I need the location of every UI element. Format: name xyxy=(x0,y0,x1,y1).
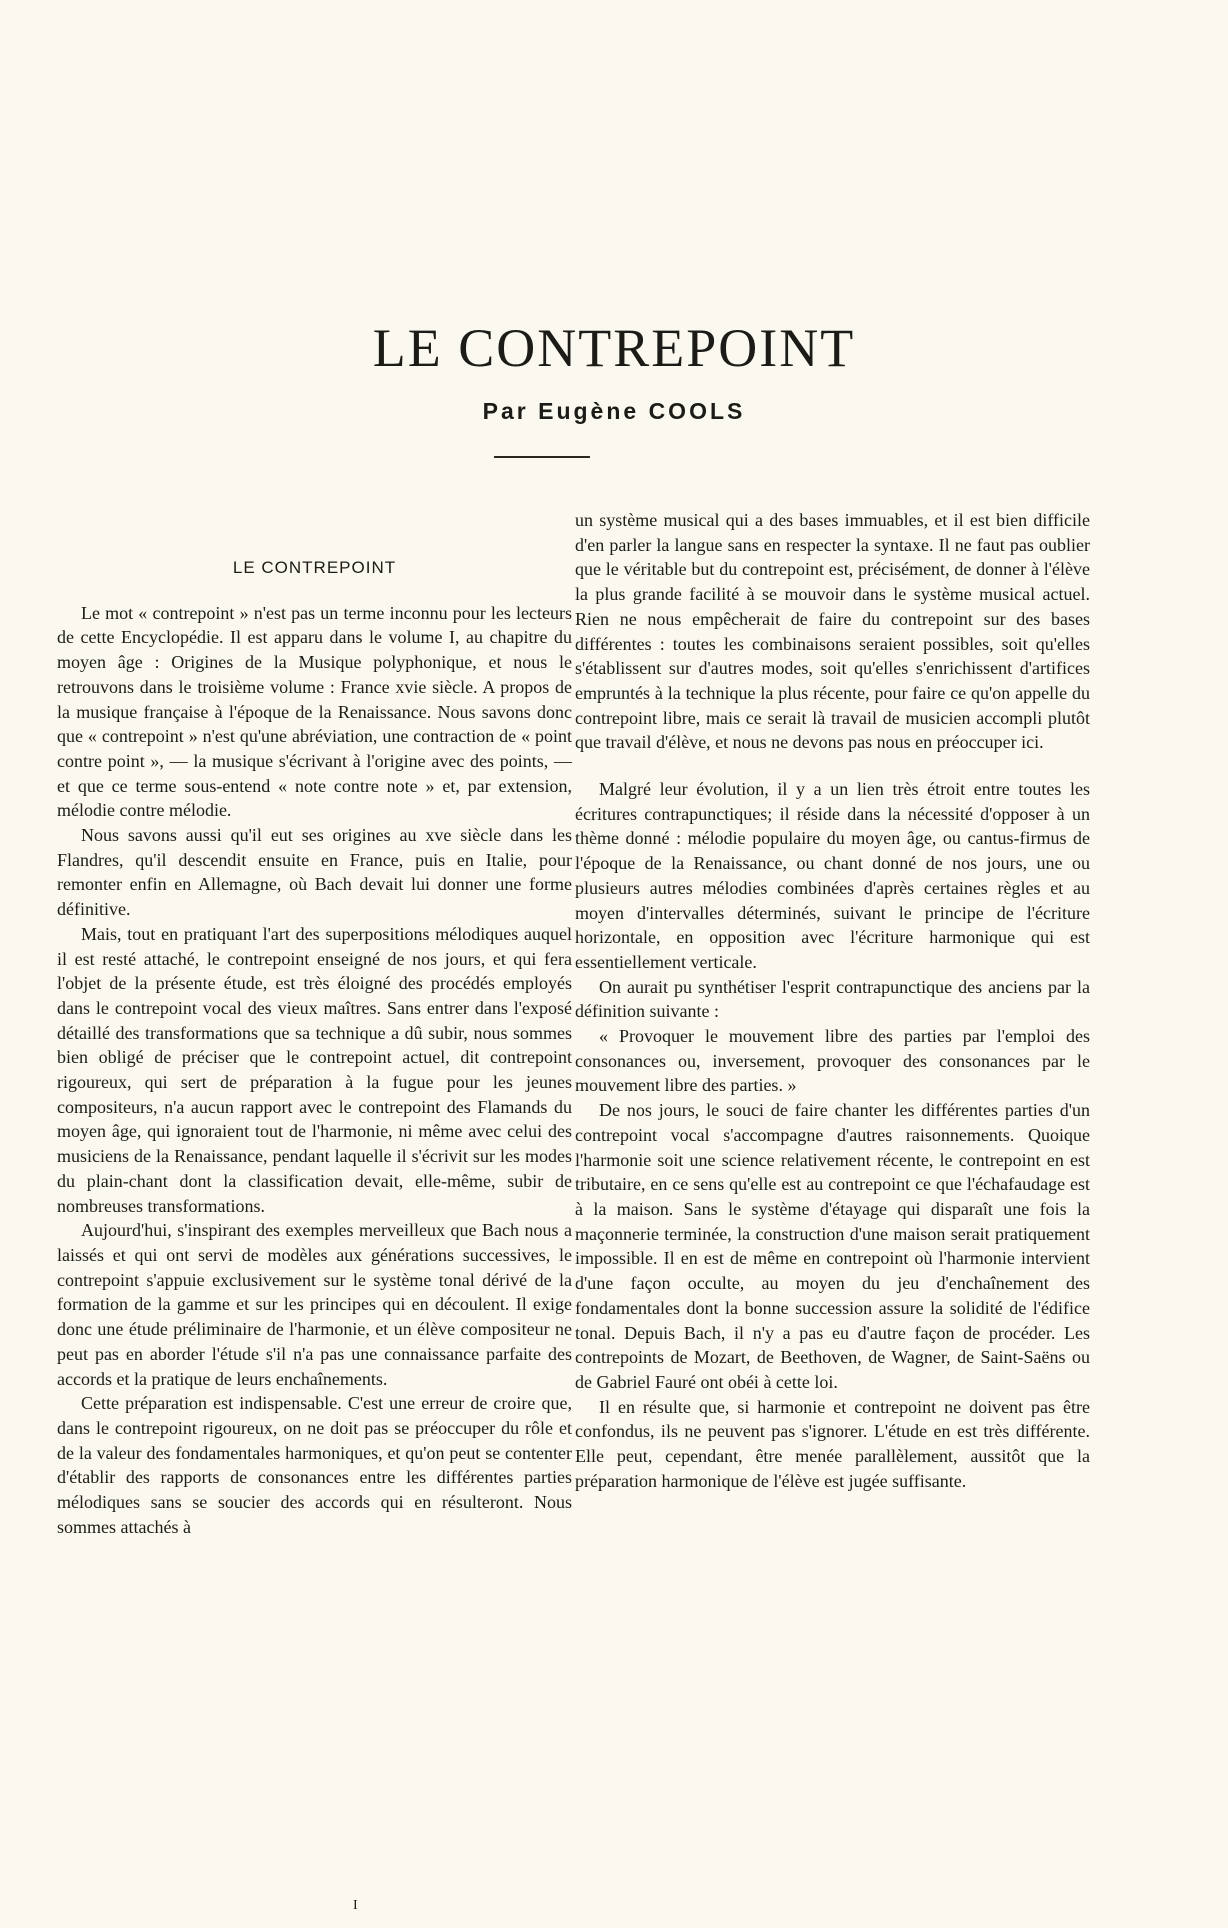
paragraph: Aujourd'hui, s'inspirant des exemples merveilleux que Bach nous a laissés et qui ont servi de modèles aux générations successives, le contrepoint s'appuie exclusivement sur le système tonal dérivé de la formation de la gamme et sur les principes qui en découlent. Il exige donc une étude préliminaire de l'harmonie, et un élève compositeur ne peut pas en aborder l'étude s'il n'a pas une connaissance parfaite des accords et la pratique de leurs enchaînements. xyxy=(57,1220,572,1389)
right-column xyxy=(575,508,1090,1493)
author-byline: Par Eugène COOLS xyxy=(482,398,746,424)
page-folio: I xyxy=(353,1898,358,1913)
paragraph: Cette préparation est indispensable. C'est une erreur de croire que, dans le contrepoint rigoureux, on ne doit pas se préoccuper du rôle et de la valeur des fondamentales harmoniques, et qu'on peut se contenter d'établir des rapports de consonances entre les différentes parties mélodiques sans se soucier des accords qui en résulteront. Nous sommes attachés à xyxy=(57,1393,572,1537)
paragraph: Malgré leur évolution, il y a un lien très étroit entre toutes les écritures contrapunctiques; il réside dans la nécessité d'opposer à un thème donné : mélodie populaire du moyen âge, ou cantus-firmus de l'époque de la Renaissance, ou chant donné de nos jours, une ou plusieurs autres mélodies combinées d'après certaines règles et au moyen d'intervalles déterminés, suivant le principe de l'écriture horizontale, en opposition avec l'écriture harmonique qui est essentiellement verticale. xyxy=(575,779,1090,972)
page-title: LE CONTREPOINT xyxy=(372,318,856,378)
paragraph: un système musical qui a des bases immuables, et il est bien difficile d'en parler la langue sans en respecter la syntaxe. Il ne faut pas oublier que le véritable but du contrepoint est, précisément, de donner à l'élève la plus grande facilité à se mouvoir dans le système musical actuel. Rien ne nous empêcherait de faire du contrepoint sur des bases différentes : toutes les combinaisons seraient possibles, soit qu'elles s'établissent sur d'autres modes, soit qu'elles s'enrichissent d'artifices empruntés à la technique la plus récente, pour faire ce qu'on appelle du contrepoint libre, mais ce serait là travail de musicien accompli plutôt que travail d'élève, et nous ne devons pas nous en préoccuper ici. xyxy=(575,510,1090,753)
paragraph: « Provoquer le mouvement libre des parties par l'emploi des consonances ou, inversement, provoquer des consonances par le mouvement libre des parties. » xyxy=(575,1026,1090,1096)
left-column xyxy=(57,508,572,1539)
section-heading: LE CONTREPOINT xyxy=(232,558,397,577)
paragraph: Nous savons aussi qu'il eut ses origines au xve siècle dans les Flandres, qu'il descendit ensuite en France, puis en Italie, pour remonter enfin en Allemagne, où Bach devait lui donner une forme définitive. xyxy=(57,825,572,920)
paragraph: Il en résulte que, si harmonie et contrepoint ne doivent pas être confondus, ils ne peuvent pas s'ignorer. L'étude en est très différente. Elle peut, cependant, être menée parallèlement, aussitôt que la préparation harmonique de l'élève est jugée suffisante. xyxy=(575,1396,1090,1491)
title-divider xyxy=(494,456,590,458)
paragraph: On aurait pu synthétiser l'esprit contrapunctique des anciens par la définition suivante : xyxy=(575,976,1090,1022)
paragraph: De nos jours, le souci de faire chanter les différentes parties d'un contrepoint vocal s'accompagne d'autres raisonnements. Quoique l'harmonie soit une science relativement récente, le contrepoint en est tributaire, en ce sens qu'elle est au contrepoint ce que l'échafaudage est à la maison. Sans le système d'étayage qui disparaît une fois la maçonnerie terminée, la construction d'une maison serait pratiquement impossible. Il en est de même en contrepoint où l'harmonie intervient d'une façon occulte, au moyen du jeu d'enchaînement des fondamentales dont la bonne succession assure la solidité de l'édifice tonal. Depuis Bach, il n'y a pas eu d'autre façon de procéder. Les contrepoints de Mozart, de Beethoven, de Wagner, de Saint-Saëns ou de Gabriel Fauré ont obéi à cette loi. xyxy=(575,1100,1090,1392)
paragraph: Mais, tout en pratiquant l'art des superpositions mélodiques auquel il est resté attaché, le contrepoint enseigné de nos jours, et qui fera l'objet de la présente étude, est très éloigné des procédés employés dans le contrepoint vocal des vieux maîtres. Sans entrer dans l'exposé détaillé des transformations que sa technique a dû subir, nous sommes bien obligé de préciser que le contrepoint actuel, dit contrepoint rigoureux, qui sert de préparation à la fugue pour les jeunes compositeurs, n'a aucun rapport avec le contrepoint des Flamands du moyen âge, qui ignoraient tout de l'harmonie, ni même avec celui des musiciens de la Renaissance, pendant laquelle il s'écrivit sur les modes du plain-chant dont la classification devait, elle-même, subir de nombreuses transformations. xyxy=(57,923,572,1216)
paragraph: Le mot « contrepoint » n'est pas un terme inconnu pour les lecteurs de cette Encyclopédie. Il est apparu dans le volume I, au chapitre du moyen âge : Origines de la Musique polyphonique, et nous le retrouvons dans le troisième volume : France xvie siècle. A propos de la musique française à l'époque de la Renaissance. Nous savons donc que « contrepoint » n'est qu'une abréviation, une contraction de « point contre point », — la musique s'écrivant à l'origine avec des points, — et que ce terme sous-entend « note contre note » et, par extension, mélodie contre mélodie. xyxy=(57,602,572,821)
